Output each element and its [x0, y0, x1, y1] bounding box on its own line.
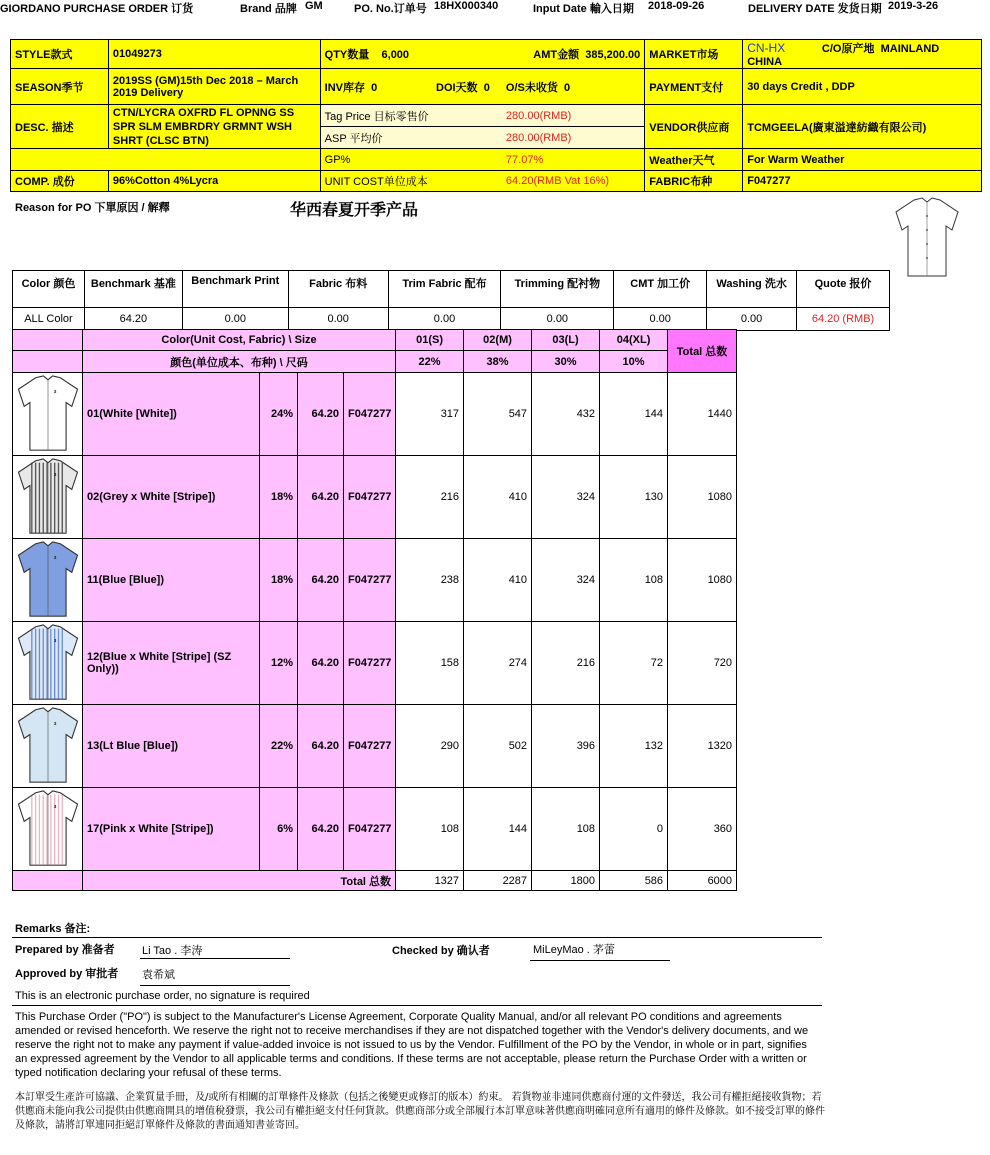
row-total: 720 — [668, 622, 737, 705]
po-number: 18HX000340 — [434, 0, 499, 12]
product-image — [13, 373, 83, 456]
amt-cell: AMT金额 385,200.00 — [502, 40, 645, 69]
payment-label: PAYMENT支付 — [645, 69, 743, 105]
bench-header-7: Washing 洗水 — [707, 271, 797, 308]
bench-value-1: 64.20 — [84, 308, 182, 331]
desc-label: DESC. 描述 — [11, 105, 109, 149]
color-fabric: F047277 — [344, 456, 396, 539]
bench-value-6: 0.00 — [614, 308, 707, 331]
svg-text:3: 3 — [53, 722, 56, 728]
shirt-icon — [14, 706, 82, 786]
bench-header-0: Color 颜色 — [13, 271, 85, 308]
color-fabric: F047277 — [344, 373, 396, 456]
qty-xl: 144 — [600, 373, 668, 456]
color-name: 02(Grey x White [Stripe]) — [83, 456, 260, 539]
market-cell: CN-HX C/O原产地 MAINLAND CHINA — [743, 40, 982, 69]
total-m: 2287 — [464, 871, 532, 891]
product-image — [13, 539, 83, 622]
weather-value: For Warm Weather — [743, 149, 982, 171]
bench-value-0: ALL Color — [13, 308, 85, 331]
bench-value-2: 0.00 — [182, 308, 288, 331]
row-total: 1080 — [668, 456, 737, 539]
comp-value: 96%Cotton 4%Lycra — [108, 171, 320, 192]
electronic-notice: This is an electronic purchase order, no signature is required — [15, 990, 310, 1002]
divider — [12, 1005, 822, 1006]
row-total: 1320 — [668, 705, 737, 788]
signature-line — [530, 960, 670, 961]
size-name-xl: 04(XL) — [600, 330, 668, 351]
approved-value: 袁希斌 — [142, 969, 175, 981]
size-pct-xl: 10% — [600, 351, 668, 373]
comp-label: COMP. 成份 — [11, 171, 109, 192]
prepared-value: Li Tao . 李涛 — [142, 945, 203, 957]
season-value: 2019SS (GM)15th Dec 2018 – March 2019 Delivery — [108, 69, 320, 105]
payment-value: 30 days Credit , DDP — [743, 69, 982, 105]
fabric-label: FABRIC布种 — [645, 171, 743, 192]
size-head-en: Color(Unit Cost, Fabric) \ Size — [83, 330, 396, 351]
bench-header-6: CMT 加工价 — [614, 271, 707, 308]
market-label: MARKET市场 — [645, 40, 743, 69]
benchmark-header-row — [13, 271, 890, 308]
color-name: 01(White [White]) — [83, 373, 260, 456]
shirt-icon — [14, 623, 82, 703]
delivery-date-label: DELIVERY DATE 发货日期 — [748, 3, 882, 15]
corner-cell — [13, 871, 83, 891]
order-info-grid — [10, 39, 982, 192]
weather-label: Weather天气 — [645, 149, 743, 171]
brand-value: GM — [305, 0, 323, 12]
size-name-m: 02(M) — [464, 330, 532, 351]
color-pct: 22% — [260, 705, 298, 788]
color-fabric: F047277 — [344, 788, 396, 871]
tag-price-value: 280.00(RMB) — [502, 105, 645, 127]
os-cell: O/S未收货 0 — [502, 69, 645, 105]
amt-value: 385,200.00 — [585, 49, 641, 61]
color-row — [13, 705, 737, 788]
qty-s: 290 — [396, 705, 464, 788]
unit-cost-value: 64.20(RMB Vat 16%) — [502, 171, 645, 192]
color-pct: 12% — [260, 622, 298, 705]
qty-cell: QTY数量 6,000 — [320, 40, 502, 69]
size-pct-m: 38% — [464, 351, 532, 373]
svg-text:3: 3 — [53, 805, 56, 811]
size-head-cn: 颜色(单位成本、布种) \ 尺码 — [83, 351, 396, 373]
color-cost: 64.20 — [298, 705, 344, 788]
total-s: 1327 — [396, 871, 464, 891]
svg-text:3: 3 — [53, 639, 56, 645]
style-value: 01049273 — [108, 40, 320, 69]
approved-label: Approved by 审批者 — [15, 968, 119, 980]
checked-value: MiLeyMao . 茅蕾 — [533, 944, 615, 956]
signature-line — [140, 985, 290, 986]
qty-l: 108 — [532, 788, 600, 871]
bench-value-4: 0.00 — [388, 308, 501, 331]
product-image — [13, 456, 83, 539]
gp-label: GP% — [320, 149, 502, 171]
doi-cell: DOI天数 0 — [432, 69, 502, 105]
qty-m: 502 — [464, 705, 532, 788]
color-row — [13, 788, 737, 871]
corner-cell — [13, 351, 83, 373]
qty-xl: 130 — [600, 456, 668, 539]
fabric-value: F047277 — [743, 171, 982, 192]
qty-s: 216 — [396, 456, 464, 539]
color-fabric: F047277 — [344, 539, 396, 622]
totals-row — [13, 871, 737, 891]
product-thumbnail — [892, 196, 962, 283]
terms-english: This Purchase Order ("PO") is subject to the Manufacturer's License Agreement, Corporate Quality Manual, and/or all relevant PO conditions and agreements amended or revised henceforth. We reserve the right not to receive merchandises if they are not dispatched together with the Vendor's delivery documents, and we reserve the right not to make any payment if value-added invoice is not issued to us by the Vendor. Fulfillment of the PO by the Vendor, in whole or in part, signifies an expressed agreement by the Vendor to all applicable terms and conditions. If these terms are not acceptable, please return the Purchase Order with a written or typed notification declaring your refusal of these terms. — [15, 1011, 809, 1079]
origin-value: MAINLAND CHINA — [747, 43, 940, 68]
qty-value: 6,000 — [381, 49, 410, 61]
delivery-date: 2019-3-26 — [888, 0, 939, 12]
qty-xl: 132 — [600, 705, 668, 788]
total-l: 1800 — [532, 871, 600, 891]
product-image — [13, 705, 83, 788]
color-cost: 64.20 — [298, 788, 344, 871]
bench-header-5: Trimming 配衬物 — [501, 271, 614, 308]
color-name: 12(Blue x White [Stripe] (SZ Only)) — [83, 622, 260, 705]
totals-label: Total 总数 — [83, 871, 396, 891]
row-total: 360 — [668, 788, 737, 871]
qty-m: 410 — [464, 539, 532, 622]
product-image — [13, 788, 83, 871]
color-row — [13, 456, 737, 539]
season-label: SEASON季节 — [11, 69, 109, 105]
gp-value: 77.07% — [502, 149, 645, 171]
terms-chinese: 本訂單受生產許可協議、企業質量手冊，及/或所有相關的訂單條件及條款（包括之後變更或修訂的版本）約束。 若貨物並非連同供應商付運的文件發送，我公司有權拒絕接收貨物；若供應商未能向我公司提供由供應商開具的增值稅發票，我公司有權拒絕支付任何貨款。供應商部分或全部履行本訂單意味著供應商明確同意所有適用的條件及條款。如不接受訂單的條件及條款，請將訂單連同拒絕訂單條件及條款的書面通知書並寄回。 — [15, 1092, 825, 1131]
qty-s: 158 — [396, 622, 464, 705]
color-pct: 24% — [260, 373, 298, 456]
svg-text:3: 3 — [53, 473, 56, 479]
vendor-label: VENDOR供应商 — [645, 105, 743, 149]
color-cost: 64.20 — [298, 373, 344, 456]
color-row — [13, 622, 737, 705]
shirt-icon — [14, 789, 82, 869]
size-name-l: 03(L) — [532, 330, 600, 351]
qty-m: 144 — [464, 788, 532, 871]
benchmark-table — [12, 270, 890, 331]
product-image — [13, 622, 83, 705]
color-row — [13, 373, 737, 456]
bench-value-7: 0.00 — [707, 308, 797, 331]
input-date-label: Input Date 輸入日期 — [533, 3, 634, 15]
bench-value-5: 0.00 — [501, 308, 614, 331]
bench-header-8: Quote 报价 — [797, 271, 890, 308]
row-total: 1080 — [668, 539, 737, 622]
qty-m: 547 — [464, 373, 532, 456]
checked-label: Checked by 确认者 — [392, 945, 490, 957]
qty-l: 216 — [532, 622, 600, 705]
row-total: 1440 — [668, 373, 737, 456]
po-title: GIORDANO PURCHASE ORDER 订货 — [0, 3, 194, 15]
total-header: Total 总数 — [668, 330, 737, 373]
qty-l: 396 — [532, 705, 600, 788]
size-name-s: 01(S) — [396, 330, 464, 351]
color-fabric: F047277 — [344, 705, 396, 788]
vendor-value: TCMGEELA(廣東溢達紡織有限公司) — [743, 105, 982, 149]
bench-value-8: 64.20 (RMB) — [797, 308, 890, 331]
shirt-icon — [14, 540, 82, 620]
svg-text:3: 3 — [53, 556, 56, 562]
reason-text: 华西春夏开季产品 — [290, 200, 419, 219]
shirt-icon — [892, 196, 962, 280]
color-cost: 64.20 — [298, 622, 344, 705]
qty-l: 432 — [532, 373, 600, 456]
tag-price-label: Tag Price 目标零售价 — [320, 105, 502, 127]
svg-text:3: 3 — [53, 390, 56, 396]
market-value: CN-HX — [747, 41, 786, 55]
benchmark-value-row — [13, 308, 890, 331]
bench-header-3: Fabric 布料 — [288, 271, 388, 308]
qty-m: 410 — [464, 456, 532, 539]
color-name: 13(Lt Blue [Blue]) — [83, 705, 260, 788]
prepared-label: Prepared by 准备者 — [15, 944, 115, 956]
unit-cost-label: UNIT COST单位成本 — [320, 171, 502, 192]
color-name: 11(Blue [Blue]) — [83, 539, 260, 622]
qty-s: 317 — [396, 373, 464, 456]
divider — [12, 937, 822, 938]
signature-line — [140, 958, 290, 959]
qty-m: 274 — [464, 622, 532, 705]
qty-l: 324 — [532, 456, 600, 539]
shirt-icon — [14, 374, 82, 454]
total-xl: 586 — [600, 871, 668, 891]
color-pct: 18% — [260, 539, 298, 622]
inv-cell: INV库存 0 — [320, 69, 432, 105]
reason-label: Reason for PO 下單原因 / 解釋 — [15, 202, 170, 214]
brand-label: Brand 品牌 — [240, 3, 297, 15]
qty-xl: 72 — [600, 622, 668, 705]
asp-value: 280.00(RMB) — [502, 127, 645, 149]
blank-cell — [11, 149, 321, 171]
remarks-label: Remarks 备注: — [15, 923, 91, 935]
color-name: 17(Pink x White [Stripe]) — [83, 788, 260, 871]
qty-l: 324 — [532, 539, 600, 622]
qty-xl: 0 — [600, 788, 668, 871]
grand-total: 6000 — [668, 871, 737, 891]
bench-header-4: Trim Fabric 配布 — [388, 271, 501, 308]
color-cost: 64.20 — [298, 456, 344, 539]
bench-value-3: 0.00 — [288, 308, 388, 331]
desc-value: CTN/LYCRA OXFRD FL OPNNG SS SPR SLM EMBRDRY GRMNT WSH SHRT (CLSC BTN) — [108, 105, 320, 149]
po-header — [0, 0, 960, 16]
qty-s: 238 — [396, 539, 464, 622]
size-breakdown-table — [12, 329, 737, 891]
shirt-icon — [14, 457, 82, 537]
asp-label: ASP 平均价 — [320, 127, 502, 149]
qty-xl: 108 — [600, 539, 668, 622]
input-date: 2018-09-26 — [648, 0, 705, 12]
color-pct: 6% — [260, 788, 298, 871]
color-fabric: F047277 — [344, 622, 396, 705]
po-number-label: PO. No.订单号 — [354, 3, 427, 15]
qty-s: 108 — [396, 788, 464, 871]
color-pct: 18% — [260, 456, 298, 539]
size-pct-l: 30% — [532, 351, 600, 373]
bench-header-1: Benchmark 基准 — [84, 271, 182, 308]
style-label: STYLE款式 — [11, 40, 109, 69]
corner-cell — [13, 330, 83, 351]
color-row — [13, 539, 737, 622]
color-cost: 64.20 — [298, 539, 344, 622]
size-pct-s: 22% — [396, 351, 464, 373]
bench-header-2: Benchmark Print — [182, 271, 288, 308]
